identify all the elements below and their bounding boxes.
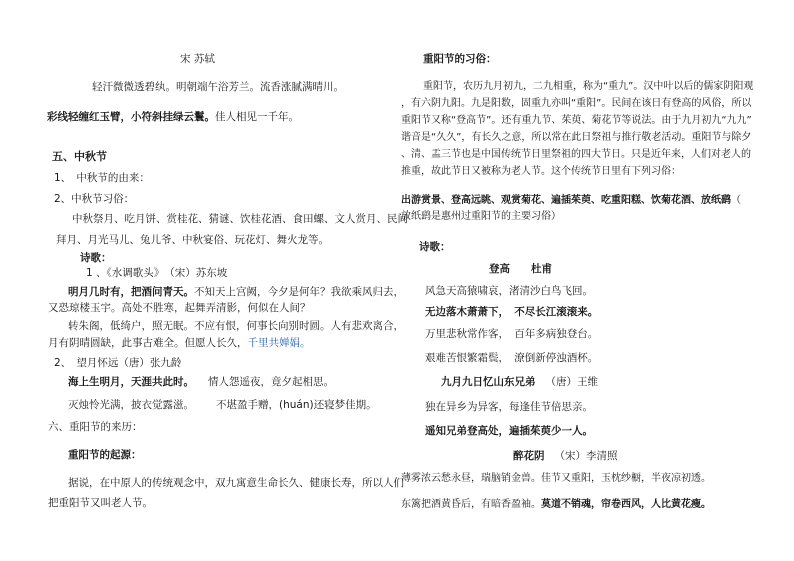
poem-text: 佳人相见一千年。	[215, 111, 299, 123]
poem-author-line: 宋 苏轼	[180, 53, 215, 65]
poem-highlight-text: 千里共婵娟。	[247, 337, 311, 349]
paragraph-line: 谐音是“久久”，有长久之意，所以常在此日祭祖与推行敬老活动。重阳节与除夕	[401, 132, 752, 143]
poem-bold-text: 彩线轻缠红玉臂，小符斜挂绿云鬟。	[47, 111, 215, 123]
poems-label: 诗歌：	[419, 241, 451, 253]
poem-line	[401, 498, 711, 512]
poem-bold-text: 莫道不销魂，帘卷西风，人比黄花瘦。	[541, 499, 711, 510]
paragraph-line: 推重，故此节日又被称为老人节。这个传统节日里有下列习俗：	[401, 166, 681, 177]
poem-text: 不知天上宫阙，今夕是何年？我欲乘风归去，	[194, 286, 404, 298]
section-title: 六、重阳节的来历：	[48, 421, 143, 433]
paragraph-text: （	[731, 195, 741, 206]
paragraph-line: 重阳节又称“登高节”。还有重九节、茱萸、菊花节等说法。由于九月初九“九九”	[401, 115, 752, 126]
poem-line: 无边落木萧萧下， 不尽长江滚滚来。	[425, 306, 599, 318]
subsection-title: 重阳节的起源：	[68, 449, 142, 461]
paragraph-line	[401, 194, 741, 208]
paragraph-line: ，有六阴九阳。九是阳数，固重九亦叫“重阳”。民间在该日有登高的风俗，所以	[401, 98, 752, 109]
poem-title: 2、 望月怀远（唐）张九龄	[54, 357, 182, 369]
poem-text: 灭烛怜光满，披衣觉露滋。	[68, 399, 194, 411]
section-title: 五、中秋节	[52, 150, 107, 163]
poem-author: （唐）王维	[545, 376, 598, 388]
poem-line: 风急天高猿啸哀，渚清沙白鸟飞回。	[425, 285, 593, 297]
poem-bold-text: 海上生明月，天涯共此时。	[68, 376, 194, 388]
poem-line: 万里悲秋常作客， 百年多病独登台。	[425, 328, 599, 340]
poem-title-text: 九月九日忆山东兄弟	[441, 376, 536, 388]
poem-line	[47, 110, 299, 124]
paragraph-line: 、清、盂三节也是中国传统节日里祭祖的四大节日。只是近年来，人们对老人的	[401, 149, 751, 160]
poem-author: （宋）李清照	[554, 450, 618, 462]
customs-bold-list: 出游赏景、登高远眺、观赏菊花、遍插茱萸、吃重阳糕、饮菊花酒、放纸鹞	[401, 195, 731, 206]
poem-title: 登高 杜甫	[489, 263, 552, 275]
poem-line: 艰难苦恨繁霜鬓， 潦倒新停浊酒杯。	[425, 352, 599, 364]
poem-line: 轻汗微微透碧纨。明朝端午浴芳兰。流香涨腻满晴川。	[92, 81, 344, 93]
poem-line: 薄雾浓云愁永昼，瑞脑销金兽。佳节又重阳，玉枕纱橱，半夜凉初透。	[401, 473, 711, 484]
paragraph-line: 把重阳节又叫老人节。	[48, 497, 153, 509]
list-item: 1、 中秋节的由来：	[54, 172, 150, 184]
poem-text: 月有阴晴圆缺，此事古难全。但愿人长久，	[48, 337, 248, 349]
poems-label: 诗歌：	[80, 252, 112, 264]
poem-title: 1 、《水调歌头》 （宋）苏东坡	[86, 267, 228, 279]
poem-line: 转朱阁，低绮户，照无眠。不应有恨，何事长向别时圆。人有悲欢离合，	[68, 320, 404, 332]
paragraph-line: 放纸鹞是惠州过重阳节的主要习俗）	[401, 211, 561, 222]
poem-text: 情人怨遥夜，竟夕起相思。	[208, 376, 334, 388]
paragraph-line: 据说，在中原人的传统观念中，双九寓意生命长久、健康长寿，所以人们	[68, 477, 404, 489]
poem-line	[48, 336, 311, 350]
poem-line: 独在异乡为异客，每逢佳节倍思亲。	[425, 401, 593, 413]
poem-line	[68, 375, 334, 389]
subsection-title: 重阳节的习俗：	[423, 53, 497, 65]
poem-line: 又恐琼楼玉宇。高处不胜寒，起舞弄清影，何似在人间？	[48, 302, 311, 314]
poem-title	[441, 375, 598, 389]
poem-line: 遥知兄弟登高处，遍插茱萸少一人。	[425, 425, 593, 437]
paragraph-line: 重阳节，农历九月初九，二九相重，称为“重九”。汉中叶以后的儒家阴阳观	[423, 81, 754, 92]
poem-title	[513, 449, 618, 463]
poem-title-text: 醉花阴	[513, 450, 545, 462]
list-item: 2、中秋节习俗：	[54, 193, 135, 205]
poem-line	[68, 398, 377, 412]
paragraph-line: 拜月、月光马儿、兔儿爷、中秋宴俗、玩花灯、舞火龙等。	[56, 234, 329, 246]
poem-bold-text: 明月几时有，把酒问青天。	[68, 286, 194, 298]
paragraph-line: 中秋祭月、吃月饼、赏桂花、猜谜、饮桂花酒、食田螺、文人赏月、民间	[72, 213, 408, 225]
poem-text: 不堪盈手赠，(huán)还寝梦佳期。	[216, 399, 377, 411]
poem-text: 东篱把酒黄昏后，有暗香盈袖。	[401, 499, 541, 510]
poem-line	[68, 285, 404, 299]
